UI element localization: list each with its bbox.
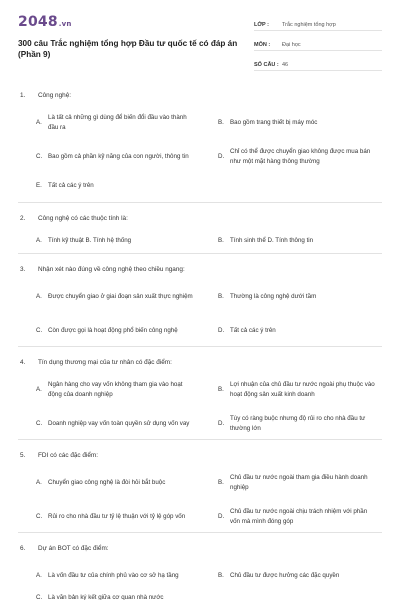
- meta-row-class: [254, 14, 382, 31]
- question-1: [18, 80, 382, 203]
- option-a[interactable]: [18, 113, 200, 134]
- question-list: [18, 80, 382, 600]
- option-text: Chuyển giao công nghệ là đòi hỏi bắt buộc: [48, 478, 166, 486]
- option-a[interactable]: [18, 571, 200, 582]
- option-d[interactable]: [200, 507, 382, 528]
- option-text: Chỉ có thể được chuyển giao không được mua bán như một mặt hàng thông thường: [230, 147, 371, 165]
- option-letter: B.: [218, 118, 224, 126]
- option-letter: A.: [36, 292, 42, 300]
- option-letter: C.: [36, 512, 43, 520]
- meta-value: 46: [282, 62, 289, 68]
- option-text: Tính kỹ thuật B. Tính hệ thống: [48, 236, 132, 244]
- option-text: Tất cả các ý trên: [230, 326, 276, 334]
- option-d[interactable]: [200, 326, 382, 337]
- option-text: Chủ đầu tư nước ngoài tham gia điều hành doanh nghiệp: [230, 473, 368, 491]
- option-d[interactable]: [200, 414, 382, 435]
- document-title: 300 câu Trắc nghiệm tổng hợp Đầu tư quốc tế có đáp án (Phần 9): [18, 39, 238, 59]
- option-text: Doanh nghiệp vay vốn toàn quyền sử dụng vốn vay: [48, 419, 190, 427]
- option-b[interactable]: [200, 236, 382, 247]
- option-b[interactable]: [200, 292, 382, 303]
- option-letter: D.: [218, 419, 225, 427]
- option-letter: A.: [36, 118, 42, 126]
- question-number: 4.: [20, 358, 26, 366]
- question-stem: [18, 254, 382, 280]
- option-text: Tính sinh thể D. Tính thông tin: [230, 236, 314, 244]
- logo-suffix: .vn: [58, 20, 72, 28]
- document-meta: [254, 14, 382, 74]
- site-logo[interactable]: [18, 14, 72, 30]
- question-6: [18, 533, 382, 600]
- option-letter: B.: [218, 385, 224, 393]
- option-letter: C.: [36, 326, 43, 334]
- meta-key: LỚP :: [254, 22, 269, 28]
- option-letter: C.: [36, 152, 43, 160]
- option-b[interactable]: [200, 571, 382, 582]
- option-letter: D.: [218, 326, 225, 334]
- question-stem: [18, 203, 382, 229]
- meta-key: MÔN :: [254, 42, 271, 48]
- option-text: Rủi ro cho nhà đầu tư tỷ lệ thuận với tỷ lệ góp vốn: [48, 512, 186, 520]
- option-a[interactable]: [18, 236, 200, 247]
- option-a[interactable]: [18, 292, 200, 303]
- meta-key: SỐ CÂU :: [254, 62, 279, 68]
- question-number: 6.: [20, 544, 26, 552]
- option-text: Được chuyển giao ở giai đoạn sản xuất thực nghiệm: [48, 292, 193, 300]
- option-text: Là tất cả những gì dùng để biến đổi đầu vào thành đầu ra: [48, 113, 187, 131]
- question-number: 2.: [20, 214, 26, 222]
- option-letter: A.: [36, 571, 42, 579]
- question-number: 5.: [20, 451, 26, 459]
- option-text: Là văn bản ký kết giữa cơ quan nhà nước: [48, 594, 164, 600]
- option-text: Tùy có ràng buộc nhưng độ rủi ro cho nhà đầu tư thường lớn: [230, 414, 366, 432]
- question-text: FDI có các đặc điểm:: [38, 451, 99, 459]
- document-header: [18, 12, 382, 70]
- option-c[interactable]: [18, 419, 200, 430]
- option-c[interactable]: [18, 326, 200, 337]
- option-letter: D.: [218, 152, 225, 160]
- question-4: [18, 347, 382, 440]
- question-text: Tín dụng thương mại của tư nhân có đặc điểm:: [38, 358, 172, 366]
- option-c[interactable]: [18, 152, 200, 163]
- question-text: Công nghệ:: [38, 91, 72, 99]
- option-text: Tất cả các ý trên: [48, 181, 94, 189]
- option-letter: D.: [218, 512, 225, 520]
- option-text: Chủ đầu tư được hưởng các đặc quyền: [230, 571, 340, 579]
- question-2: [18, 203, 382, 254]
- option-letter: B.: [218, 236, 224, 244]
- question-text: Dự án BOT có đặc điểm:: [38, 544, 109, 552]
- logo-text: 2048: [18, 14, 58, 30]
- meta-value: Đại học: [282, 42, 301, 48]
- option-text: Bao gồm cả phần kỹ năng của con người, thông tin: [48, 152, 189, 160]
- meta-value: Trắc nghiệm tổng hợp: [282, 22, 336, 28]
- option-b[interactable]: [200, 473, 382, 494]
- option-text: Là vốn đầu tư của chính phủ vào cơ sở hạ tầng: [48, 571, 179, 579]
- option-text: Còn được gọi là hoạt động phổ biến công nghệ: [48, 326, 178, 334]
- option-b[interactable]: [200, 118, 382, 129]
- option-a[interactable]: [18, 478, 200, 489]
- option-text: Ngân hàng cho vay vốn không tham gia vào hoạt động của doanh nghiệp: [48, 380, 183, 398]
- question-text: Nhận xét nào đúng về công nghệ theo chiều ngang:: [38, 265, 185, 273]
- question-stem: [18, 440, 382, 466]
- question-number: 3.: [20, 265, 26, 273]
- option-b[interactable]: [200, 380, 382, 401]
- question-text: Công nghệ có các thuộc tính là:: [38, 214, 128, 222]
- question-number: 1.: [20, 91, 26, 99]
- option-letter: E.: [36, 181, 42, 189]
- question-3: [18, 254, 382, 347]
- option-letter: B.: [218, 478, 224, 486]
- option-letter: A.: [36, 236, 42, 244]
- option-text: Lợi nhuận của chủ đầu tư nước ngoài phụ thuộc vào hoạt động sản xuất kinh doanh: [230, 380, 375, 398]
- question-stem: [18, 533, 382, 559]
- option-text: Thường là công nghệ dưới tầm: [230, 292, 317, 300]
- option-letter: C.: [36, 594, 43, 600]
- option-text: Chủ đầu tư nước ngoài chịu trách nhiệm với phần vốn mà mình đóng góp: [230, 507, 368, 525]
- option-a[interactable]: [18, 380, 200, 401]
- question-stem: [18, 347, 382, 373]
- option-c[interactable]: [18, 512, 200, 523]
- option-letter: B.: [218, 571, 224, 579]
- option-letter: A.: [36, 385, 42, 393]
- meta-row-count: [254, 54, 382, 71]
- question-stem: [18, 80, 382, 106]
- meta-row-subject: [254, 34, 382, 51]
- option-e[interactable]: [18, 181, 382, 192]
- question-5: [18, 440, 382, 533]
- option-text: Bao gồm trang thiết bị máy móc: [230, 118, 318, 126]
- option-letter: B.: [218, 292, 224, 300]
- option-letter: A.: [36, 478, 42, 486]
- option-letter: C.: [36, 419, 43, 427]
- option-c[interactable]: [18, 593, 200, 600]
- option-d[interactable]: [200, 147, 382, 168]
